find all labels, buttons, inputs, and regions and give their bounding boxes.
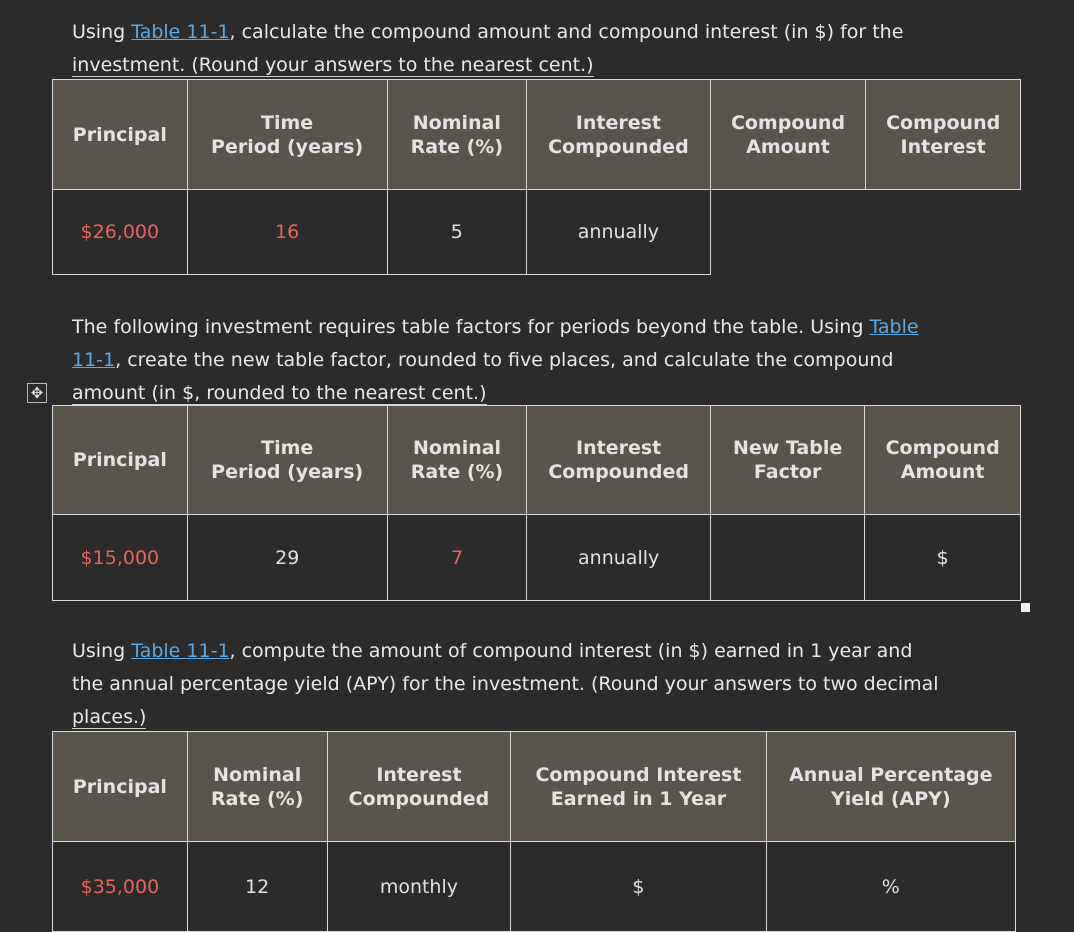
cell-compound-interest <box>866 190 1021 275</box>
dollar-sign: $ <box>936 546 949 569</box>
compound-interest-input[interactable] <box>511 842 766 932</box>
header-nominal-rate: Nominal Rate (%) <box>387 406 527 515</box>
compound-amount-input[interactable] <box>865 515 1021 601</box>
cell-time: 16 <box>187 190 387 275</box>
header-compound-amount: Compound Amount <box>865 406 1021 515</box>
cell-compound-amount <box>710 190 866 275</box>
q2-text-line1: The following investment requires table factors for periods beyond the table. Using <box>72 316 870 338</box>
apy-input[interactable] <box>766 842 1015 932</box>
header-apy: Annual Percentage Yield (APY) <box>766 732 1015 842</box>
header-time-period: Time Period (years) <box>187 80 387 190</box>
cell-compounded: annually <box>527 190 711 275</box>
dollar-sign: $ <box>632 875 645 898</box>
cell-principal: $26,000 <box>53 190 188 275</box>
table-11-1-link-part1[interactable]: Table <box>869 316 919 338</box>
cell-principal: $35,000 <box>53 842 188 932</box>
resize-handle[interactable] <box>1021 603 1030 612</box>
table-11-1-link[interactable]: Table 11-1 <box>131 640 230 662</box>
q1-text-line2: investment. (Round your answers to the nearest cent.) <box>72 54 594 76</box>
cell-rate: 7 <box>387 515 527 601</box>
header-time-period: Time Period (years) <box>187 406 387 515</box>
header-nominal-rate: Nominal Rate (%) <box>387 80 527 190</box>
header-principal: Principal <box>53 732 188 842</box>
q2-text-line3: amount (in $, rounded to the nearest cent.) <box>72 382 487 404</box>
header-principal: Principal <box>53 80 188 190</box>
table-11-1-link[interactable]: Table 11-1 <box>131 21 230 43</box>
header-new-table-factor: New Table Factor <box>710 406 864 515</box>
table-1 <box>52 79 1021 275</box>
percent-sign: % <box>881 875 900 898</box>
new-table-factor-input[interactable] <box>710 515 864 601</box>
q3-text-line2: the annual percentage yield (APY) for the investment. (Round your answers to two decimal <box>72 673 939 695</box>
header-interest-compounded: Interest Compounded <box>327 732 511 842</box>
header-compound-interest: Compound Interest <box>866 80 1021 190</box>
table-11-1-link-part2[interactable]: 11-1 <box>72 349 116 371</box>
cell-rate: 12 <box>187 842 327 932</box>
header-interest-compounded: Interest Compounded <box>527 406 711 515</box>
cell-time: 29 <box>187 515 387 601</box>
header-compound-amount: Compound Amount <box>710 80 866 190</box>
move-icon[interactable]: ✥ <box>27 383 47 403</box>
header-principal: Principal <box>53 406 188 515</box>
table-2 <box>52 405 1021 601</box>
cell-compounded: monthly <box>327 842 511 932</box>
q1-text-line1: , calculate the compound amount and compound interest (in $) for the <box>229 21 904 43</box>
q2-text-line2: , create the new table factor, rounded to five places, and calculate the compound <box>115 349 894 371</box>
q3-text-start: Using <box>72 640 132 662</box>
q1-text-start: Using <box>72 21 132 43</box>
header-nominal-rate: Nominal Rate (%) <box>187 732 327 842</box>
header-interest-compounded: Interest Compounded <box>527 80 711 190</box>
q3-text-line1: , compute the amount of compound interest (in $) earned in 1 year and <box>229 640 913 662</box>
cell-rate: 5 <box>387 190 527 275</box>
cell-principal: $15,000 <box>53 515 188 601</box>
header-compound-interest-1yr: Compound Interest Earned in 1 Year <box>511 732 766 842</box>
table-3 <box>52 731 1016 932</box>
question-2-text <box>72 311 1002 410</box>
q3-text-line3: places.) <box>72 706 147 728</box>
cell-compounded: annually <box>527 515 711 601</box>
question-3-text <box>72 635 1002 734</box>
question-1-text <box>72 16 1002 82</box>
